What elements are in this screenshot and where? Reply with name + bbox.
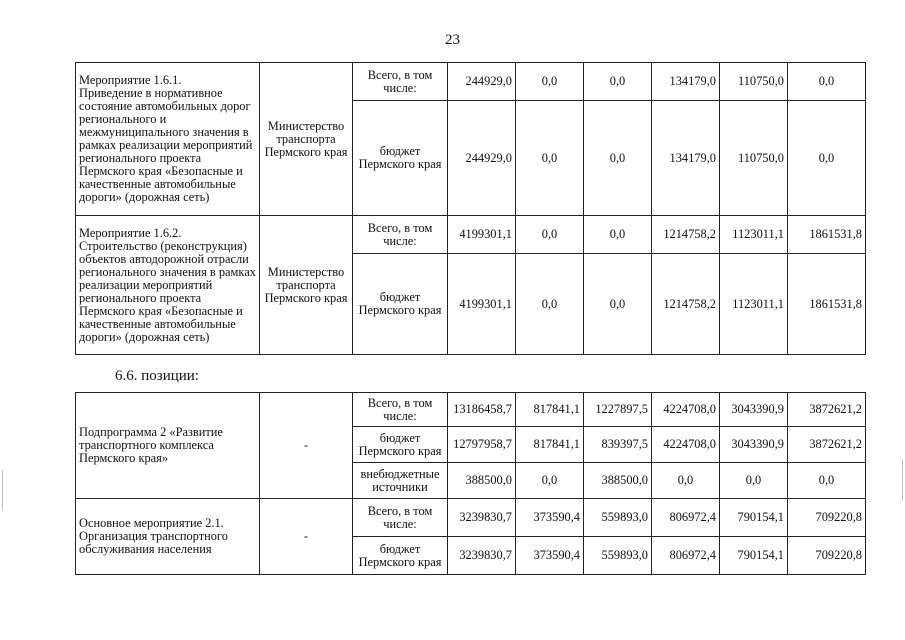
positions-table — [75, 392, 866, 575]
amount-cell: 559893,0 — [584, 499, 652, 537]
amount-cell: 790154,1 — [720, 537, 788, 575]
funding-source: бюджет Пермского края — [353, 101, 448, 216]
funding-source: Всего, в том числе: — [353, 499, 448, 537]
table-row — [76, 63, 866, 101]
amount-cell: 0,0 — [516, 254, 584, 355]
amount-cell: 817841,1 — [516, 393, 584, 427]
amount-cell: 110750,0 — [720, 63, 788, 101]
amount-cell: 110750,0 — [720, 101, 788, 216]
measure-description: Мероприятие 1.6.1. Приведение в нормативное состояние автомобильных дорог регионального и межмуниципального значения в рамках реализации мероприятий регионального проекта Пермского края «Безопасные и качественные автомобильные дороги» (дорожная сеть) — [76, 63, 260, 216]
amount-cell: 0,0 — [720, 463, 788, 499]
amount-cell: 0,0 — [788, 63, 866, 101]
amount-cell: 12797958,7 — [448, 427, 516, 463]
amount-cell: 0,0 — [516, 63, 584, 101]
amount-cell: 134179,0 — [652, 63, 720, 101]
amount-cell: 373590,4 — [516, 499, 584, 537]
amount-cell: 1227897,5 — [584, 393, 652, 427]
measure-description: Основное мероприятие 2.1. Организация транспортного обслуживания населения — [76, 499, 260, 575]
amount-cell: 373590,4 — [516, 537, 584, 575]
amount-cell: 3872621,2 — [788, 427, 866, 463]
amount-cell: 1123011,1 — [720, 216, 788, 254]
amount-cell: 134179,0 — [652, 101, 720, 216]
scan-edge-mark — [2, 470, 3, 510]
measure-description: Подпрограмма 2 «Развитие транспортного комплекса Пермского края» — [76, 393, 260, 499]
amount-cell: 0,0 — [584, 63, 652, 101]
amount-cell: 3239830,7 — [448, 499, 516, 537]
amount-cell: 1214758,2 — [652, 216, 720, 254]
amount-cell: 244929,0 — [448, 101, 516, 216]
amount-cell: 0,0 — [788, 463, 866, 499]
table-row — [76, 216, 866, 254]
responsible-executor: - — [260, 393, 353, 499]
amount-cell: 0,0 — [516, 463, 584, 499]
amount-cell: 0,0 — [516, 101, 584, 216]
responsible-executor: - — [260, 499, 353, 575]
amount-cell: 1123011,1 — [720, 254, 788, 355]
funding-source: бюджет Пермского края — [353, 537, 448, 575]
funding-source: Всего, в том числе: — [353, 216, 448, 254]
funding-source: бюджет Пермского края — [353, 254, 448, 355]
amount-cell: 0,0 — [652, 463, 720, 499]
amount-cell: 388500,0 — [448, 463, 516, 499]
amount-cell: 709220,8 — [788, 537, 866, 575]
funding-source: Всего, в том числе: — [353, 63, 448, 101]
table-row — [76, 499, 866, 537]
amount-cell: 1214758,2 — [652, 254, 720, 355]
funding-source: Всего, в том числе: — [353, 393, 448, 427]
measure-description: Мероприятие 1.6.2. Строительство (реконструкция) объектов автодорожной отрасли регионального значения в рамках реализации мероприятий регионального проекта Пермского края «Безопасные и качественные автомобильные дороги» (дорожная сеть) — [76, 216, 260, 355]
amount-cell: 0,0 — [584, 101, 652, 216]
amount-cell: 709220,8 — [788, 499, 866, 537]
amount-cell: 559893,0 — [584, 537, 652, 575]
amount-cell: 806972,4 — [652, 499, 720, 537]
amount-cell: 4224708,0 — [652, 427, 720, 463]
scan-edge-mark — [902, 460, 903, 500]
amount-cell: 839397,5 — [584, 427, 652, 463]
amount-cell: 3043390,9 — [720, 427, 788, 463]
amount-cell: 0,0 — [584, 254, 652, 355]
amount-cell: 0,0 — [584, 216, 652, 254]
measures-table — [75, 62, 866, 355]
funding-source: внебюджетные источники — [353, 463, 448, 499]
amount-cell: 3239830,7 — [448, 537, 516, 575]
amount-cell: 0,0 — [788, 101, 866, 216]
amount-cell: 13186458,7 — [448, 393, 516, 427]
amount-cell: 1861531,8 — [788, 254, 866, 355]
amount-cell: 3043390,9 — [720, 393, 788, 427]
amount-cell: 4199301,1 — [448, 216, 516, 254]
amount-cell: 388500,0 — [584, 463, 652, 499]
amount-cell: 817841,1 — [516, 427, 584, 463]
amount-cell: 4224708,0 — [652, 393, 720, 427]
funding-source: бюджет Пермского края — [353, 427, 448, 463]
amount-cell: 244929,0 — [448, 63, 516, 101]
responsible-executor: Министерство транспорта Пермского края — [260, 63, 353, 216]
amount-cell: 1861531,8 — [788, 216, 866, 254]
page-number: 23 — [445, 32, 460, 48]
table-row — [76, 393, 866, 427]
amount-cell: 3872621,2 — [788, 393, 866, 427]
amount-cell: 806972,4 — [652, 537, 720, 575]
amount-cell: 0,0 — [516, 216, 584, 254]
section-heading: 6.6. позиции: — [115, 368, 199, 384]
amount-cell: 790154,1 — [720, 499, 788, 537]
responsible-executor: Министерство транспорта Пермского края — [260, 216, 353, 355]
amount-cell: 4199301,1 — [448, 254, 516, 355]
